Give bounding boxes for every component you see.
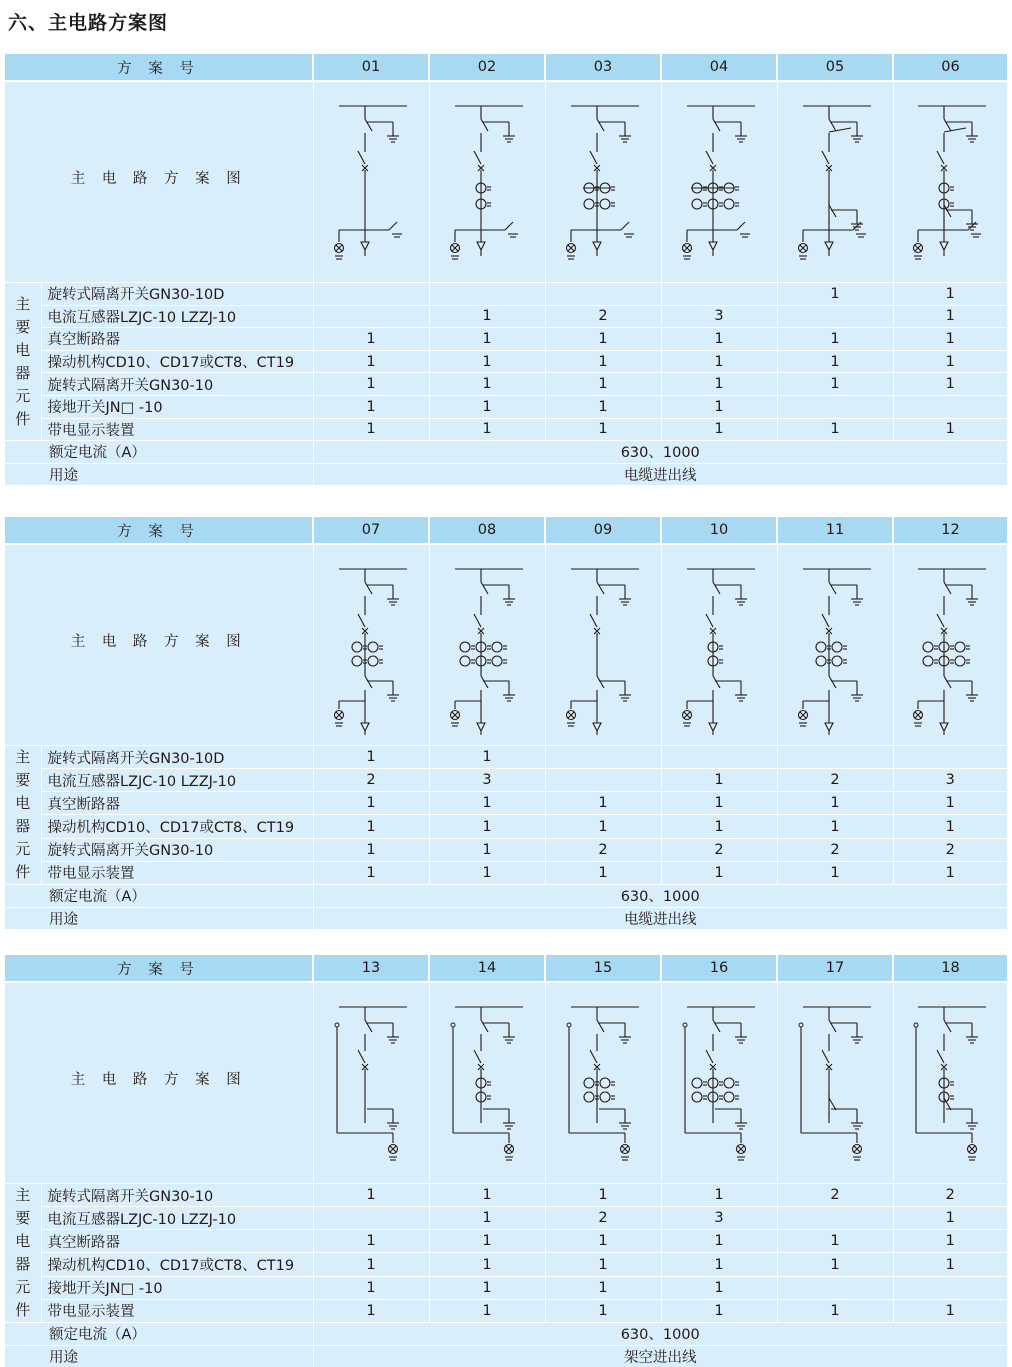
- single-line-diagram-icon: [563, 555, 643, 735]
- scheme-number: 18: [893, 955, 1007, 982]
- component-quantity: 2: [545, 1207, 661, 1230]
- component-quantity: 1: [429, 350, 545, 373]
- component-quantity: 1: [777, 1253, 893, 1276]
- component-name: 真空断路器: [41, 328, 313, 351]
- rated-current-value: 630、1000: [313, 1323, 1007, 1346]
- component-quantity: 1: [313, 1299, 429, 1322]
- component-quantity: 1: [545, 373, 661, 396]
- component-name: 旋转式隔离开关GN30-10: [41, 373, 313, 396]
- component-quantity: 1: [777, 1230, 893, 1253]
- component-name: 操动机构CD10、CD17或CT8、CT19: [41, 1253, 313, 1276]
- component-quantity: 1: [313, 1184, 429, 1207]
- circuit-diagram: [893, 544, 1007, 746]
- circuit-diagram: [661, 982, 777, 1184]
- circuit-diagram: [429, 81, 545, 283]
- component-name: 带电显示装置: [41, 1299, 313, 1322]
- scheme-number: 05: [777, 54, 893, 81]
- component-quantity: 3: [429, 769, 545, 792]
- single-line-diagram-icon: [910, 555, 990, 735]
- component-row: [5, 350, 1007, 373]
- rated-current-row: [5, 441, 1007, 464]
- component-quantity: 1: [429, 861, 545, 884]
- usage-label: 用途: [5, 1345, 313, 1367]
- scheme-number: 12: [893, 517, 1007, 544]
- component-row: [5, 1299, 1007, 1322]
- circuit-diagram: [313, 81, 429, 283]
- scheme-number: 10: [661, 517, 777, 544]
- component-quantity: 1: [777, 328, 893, 351]
- component-quantity: 1: [661, 1253, 777, 1276]
- single-line-diagram-icon: [679, 92, 759, 272]
- component-quantity: 1: [545, 815, 661, 838]
- component-quantity: 1: [661, 350, 777, 373]
- component-quantity: 1: [313, 350, 429, 373]
- diagram-label: 主 电 路 方 案 图: [5, 81, 313, 283]
- component-quantity: [893, 1276, 1007, 1299]
- scheme-number: 14: [429, 955, 545, 982]
- circuit-diagram: [429, 544, 545, 746]
- component-quantity: [661, 283, 777, 306]
- component-quantity: 1: [661, 1276, 777, 1299]
- single-line-diagram-icon: [795, 555, 875, 735]
- component-quantity: 2: [777, 769, 893, 792]
- single-line-diagram-icon: [447, 993, 527, 1173]
- component-quantity: 1: [893, 418, 1007, 441]
- component-quantity: 1: [313, 815, 429, 838]
- component-quantity: 1: [313, 746, 429, 769]
- component-row: [5, 838, 1007, 861]
- component-quantity: 1: [429, 1253, 545, 1276]
- component-quantity: [313, 305, 429, 328]
- component-quantity: 3: [661, 1207, 777, 1230]
- rated-current-row: [5, 885, 1007, 908]
- diagram-label: 主 电 路 方 案 图: [5, 982, 313, 1184]
- scheme-header-row: [5, 517, 1007, 544]
- category-label-text: 主要电器元件: [15, 294, 31, 428]
- component-quantity: 1: [313, 838, 429, 861]
- scheme-header-row: [5, 955, 1007, 982]
- component-quantity: 1: [893, 815, 1007, 838]
- component-quantity: 1: [429, 305, 545, 328]
- circuit-diagram: [545, 982, 661, 1184]
- usage-row: [5, 1345, 1007, 1367]
- component-row: [5, 328, 1007, 351]
- component-quantity: [777, 1207, 893, 1230]
- component-quantity: 1: [429, 746, 545, 769]
- single-line-diagram-icon: [447, 555, 527, 735]
- component-name: 操动机构CD10、CD17或CT8、CT19: [41, 350, 313, 373]
- diagram-label: 主 电 路 方 案 图: [5, 544, 313, 746]
- component-quantity: 2: [313, 769, 429, 792]
- component-quantity: [777, 395, 893, 418]
- component-quantity: 1: [893, 328, 1007, 351]
- component-quantity: 1: [545, 1230, 661, 1253]
- single-line-diagram-icon: [447, 92, 527, 272]
- component-quantity: 1: [429, 1230, 545, 1253]
- component-quantity: 1: [429, 1299, 545, 1322]
- component-quantity: 1: [545, 418, 661, 441]
- circuit-diagram: [313, 544, 429, 746]
- rated-current-label: 额定电流（A）: [5, 1323, 313, 1346]
- component-quantity: 1: [661, 1230, 777, 1253]
- usage-value: 电缆进出线: [313, 463, 1007, 485]
- component-quantity: 1: [545, 350, 661, 373]
- component-quantity: 1: [429, 373, 545, 396]
- component-quantity: 1: [777, 373, 893, 396]
- component-quantity: 1: [893, 283, 1007, 306]
- scheme-table-3: [5, 955, 1007, 1367]
- single-line-diagram-icon: [795, 92, 875, 272]
- component-name: 带电显示装置: [41, 418, 313, 441]
- component-quantity: 1: [313, 373, 429, 396]
- circuit-diagram: [661, 81, 777, 283]
- component-row: [5, 746, 1007, 769]
- scheme-number: 15: [545, 955, 661, 982]
- component-name: 操动机构CD10、CD17或CT8、CT19: [41, 815, 313, 838]
- category-label-text: 主要电器元件: [15, 1186, 31, 1319]
- scheme-number: 03: [545, 54, 661, 81]
- component-row: [5, 861, 1007, 884]
- component-quantity: 1: [313, 792, 429, 815]
- component-quantity: 1: [545, 861, 661, 884]
- component-quantity: 2: [893, 838, 1007, 861]
- circuit-diagram: [893, 81, 1007, 283]
- page-title: 六、主电路方案图: [8, 12, 169, 34]
- component-quantity: 2: [661, 838, 777, 861]
- component-row: [5, 1184, 1007, 1207]
- single-line-diagram-icon: [910, 92, 990, 272]
- usage-label: 用途: [5, 463, 313, 485]
- scheme-number: 07: [313, 517, 429, 544]
- component-quantity: 2: [545, 838, 661, 861]
- component-quantity: 1: [777, 350, 893, 373]
- circuit-diagram: [429, 982, 545, 1184]
- component-quantity: 1: [429, 1207, 545, 1230]
- component-quantity: 3: [893, 769, 1007, 792]
- circuit-diagram: [545, 544, 661, 746]
- component-quantity: 1: [661, 395, 777, 418]
- single-line-diagram-icon: [331, 993, 411, 1173]
- component-row: [5, 1253, 1007, 1276]
- single-line-diagram-icon: [679, 993, 759, 1173]
- scheme-number-label: 方 案 号: [5, 54, 313, 81]
- scheme-number: 11: [777, 517, 893, 544]
- circuit-diagram: [777, 81, 893, 283]
- component-quantity: 1: [429, 395, 545, 418]
- component-name: 电流互感器LZJC-10 LZZJ-10: [41, 769, 313, 792]
- component-quantity: [429, 283, 545, 306]
- rated-current-value: 630、1000: [313, 885, 1007, 908]
- component-quantity: 3: [661, 305, 777, 328]
- scheme-number: 04: [661, 54, 777, 81]
- component-name: 带电显示装置: [41, 861, 313, 884]
- category-label-text: 主要电器元件: [15, 748, 31, 881]
- component-name: 接地开关JN□ -10: [41, 395, 313, 418]
- component-quantity: 1: [893, 1230, 1007, 1253]
- scheme-number: 08: [429, 517, 545, 544]
- component-quantity: [313, 283, 429, 306]
- component-quantity: 2: [777, 838, 893, 861]
- component-quantity: 1: [777, 283, 893, 306]
- component-row: [5, 305, 1007, 328]
- component-quantity: [893, 395, 1007, 418]
- component-name: 接地开关JN□ -10: [41, 1276, 313, 1299]
- component-row: [5, 769, 1007, 792]
- component-quantity: 1: [661, 792, 777, 815]
- component-quantity: 1: [777, 861, 893, 884]
- component-quantity: 1: [661, 373, 777, 396]
- component-quantity: 1: [429, 1184, 545, 1207]
- component-quantity: 1: [545, 1253, 661, 1276]
- usage-value: 电缆进出线: [313, 907, 1007, 929]
- component-name: 旋转式隔离开关GN30-10D: [41, 746, 313, 769]
- component-row: [5, 1207, 1007, 1230]
- component-row: [5, 283, 1007, 306]
- component-quantity: 1: [777, 1299, 893, 1322]
- usage-row: [5, 463, 1007, 485]
- diagram-row: [5, 544, 1007, 746]
- single-line-diagram-icon: [795, 993, 875, 1173]
- scheme-number: 17: [777, 955, 893, 982]
- usage-label: 用途: [5, 907, 313, 929]
- component-quantity: [893, 746, 1007, 769]
- component-quantity: 1: [661, 861, 777, 884]
- single-line-diagram-icon: [563, 993, 643, 1173]
- single-line-diagram-icon: [910, 993, 990, 1173]
- scheme-number-label: 方 案 号: [5, 517, 313, 544]
- component-quantity: 1: [777, 792, 893, 815]
- component-quantity: 1: [893, 1253, 1007, 1276]
- diagram-row: [5, 81, 1007, 283]
- component-name: 真空断路器: [41, 1230, 313, 1253]
- component-quantity: 1: [661, 418, 777, 441]
- component-row: [5, 373, 1007, 396]
- component-quantity: 1: [429, 792, 545, 815]
- category-label: [5, 746, 41, 885]
- component-quantity: 1: [893, 1207, 1007, 1230]
- scheme-number: 09: [545, 517, 661, 544]
- rated-current-label: 额定电流（A）: [5, 885, 313, 908]
- component-quantity: 1: [545, 395, 661, 418]
- component-quantity: 1: [893, 792, 1007, 815]
- component-quantity: [545, 746, 661, 769]
- component-quantity: 1: [893, 373, 1007, 396]
- component-quantity: 1: [545, 328, 661, 351]
- scheme-table-1: [5, 54, 1007, 485]
- component-quantity: 1: [545, 1184, 661, 1207]
- component-row: [5, 1276, 1007, 1299]
- component-quantity: [777, 305, 893, 328]
- component-quantity: 2: [545, 305, 661, 328]
- component-quantity: 1: [545, 1299, 661, 1322]
- category-label: [5, 1184, 41, 1323]
- component-quantity: 1: [429, 1276, 545, 1299]
- scheme-number: 02: [429, 54, 545, 81]
- component-quantity: [313, 1207, 429, 1230]
- component-row: [5, 815, 1007, 838]
- component-quantity: [545, 769, 661, 792]
- component-row: [5, 792, 1007, 815]
- component-quantity: 1: [893, 305, 1007, 328]
- component-row: [5, 395, 1007, 418]
- component-quantity: [545, 283, 661, 306]
- circuit-diagram: [313, 982, 429, 1184]
- rated-current-value: 630、1000: [313, 441, 1007, 464]
- usage-value: 架空进出线: [313, 1345, 1007, 1367]
- scheme-table-2: [5, 517, 1007, 929]
- circuit-diagram: [545, 81, 661, 283]
- component-quantity: 1: [313, 861, 429, 884]
- scheme-number: 06: [893, 54, 1007, 81]
- component-name: 真空断路器: [41, 792, 313, 815]
- scheme-number: 01: [313, 54, 429, 81]
- rated-current-row: [5, 1323, 1007, 1346]
- component-quantity: 1: [661, 769, 777, 792]
- circuit-diagram: [777, 982, 893, 1184]
- component-quantity: 1: [661, 1299, 777, 1322]
- component-quantity: 1: [313, 1276, 429, 1299]
- component-row: [5, 418, 1007, 441]
- component-quantity: 1: [545, 1276, 661, 1299]
- scheme-header-row: [5, 54, 1007, 81]
- component-name: 旋转式隔离开关GN30-10: [41, 838, 313, 861]
- rated-current-label: 额定电流（A）: [5, 441, 313, 464]
- component-quantity: 1: [661, 1184, 777, 1207]
- component-row: [5, 1230, 1007, 1253]
- circuit-diagram: [893, 982, 1007, 1184]
- component-name: 电流互感器LZJC-10 LZZJ-10: [41, 305, 313, 328]
- component-quantity: 2: [777, 1184, 893, 1207]
- component-quantity: 1: [429, 838, 545, 861]
- component-quantity: [777, 1276, 893, 1299]
- component-name: 旋转式隔离开关GN30-10: [41, 1184, 313, 1207]
- circuit-diagram: [777, 544, 893, 746]
- diagram-row: [5, 982, 1007, 1184]
- component-quantity: 1: [661, 815, 777, 838]
- single-line-diagram-icon: [563, 92, 643, 272]
- component-quantity: 1: [313, 1253, 429, 1276]
- scheme-number: 16: [661, 955, 777, 982]
- usage-row: [5, 907, 1007, 929]
- component-name: 旋转式隔离开关GN30-10D: [41, 283, 313, 306]
- component-quantity: 1: [429, 815, 545, 838]
- component-quantity: 1: [313, 1230, 429, 1253]
- component-quantity: 2: [893, 1184, 1007, 1207]
- component-quantity: 1: [893, 350, 1007, 373]
- component-quantity: 1: [429, 418, 545, 441]
- component-name: 电流互感器LZJC-10 LZZJ-10: [41, 1207, 313, 1230]
- component-quantity: [661, 746, 777, 769]
- component-quantity: 1: [893, 1299, 1007, 1322]
- component-quantity: 1: [313, 418, 429, 441]
- component-quantity: 1: [893, 861, 1007, 884]
- component-quantity: 1: [313, 328, 429, 351]
- scheme-number: 13: [313, 955, 429, 982]
- component-quantity: 1: [661, 328, 777, 351]
- single-line-diagram-icon: [331, 92, 411, 272]
- category-label: [5, 283, 41, 441]
- single-line-diagram-icon: [331, 555, 411, 735]
- single-line-diagram-icon: [679, 555, 759, 735]
- component-quantity: 1: [313, 395, 429, 418]
- component-quantity: 1: [545, 792, 661, 815]
- component-quantity: 1: [429, 328, 545, 351]
- component-quantity: 1: [777, 418, 893, 441]
- circuit-diagram: [661, 544, 777, 746]
- component-quantity: [777, 746, 893, 769]
- scheme-number-label: 方 案 号: [5, 955, 313, 982]
- component-quantity: 1: [777, 815, 893, 838]
